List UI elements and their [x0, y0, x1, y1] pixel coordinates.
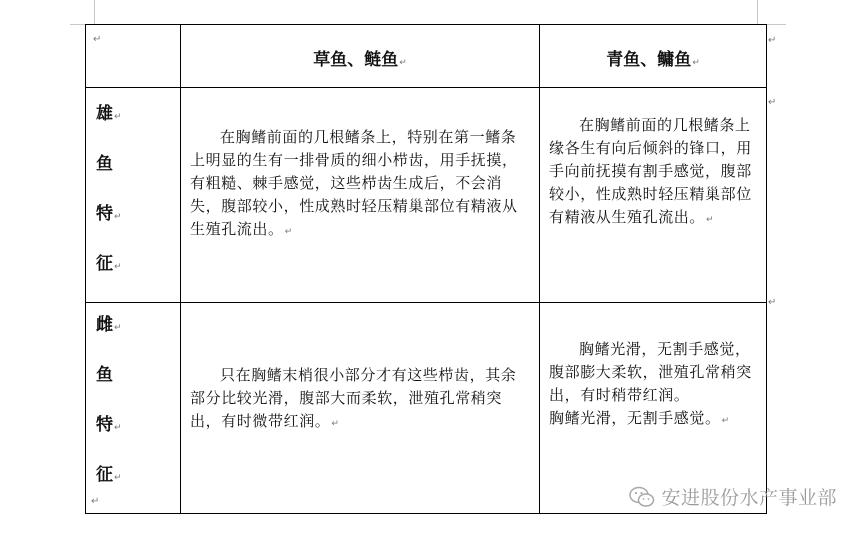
row-label-char: 特↵ — [96, 415, 122, 435]
row-label-char: 特↵ — [96, 204, 122, 224]
male-caoyu-cell[interactable]: 在胸鳍前面的几根鳍条上，特别在第一鳍条上明显的生有一排骨质的细小栉齿，用手抚摸，有粗糙、棘手感觉，这些栉齿生成后，不会消失，腹部较小，性成熟时轻压精巢部位有精液从生殖孔流出。↵ — [181, 88, 540, 303]
header-label: 草鱼、鲢鱼 — [313, 49, 399, 70]
female-qingyu-text: 胸鳍光滑，无割手感觉，腹部膨大柔软，泄殖孔常稍突出，有时稍带红润。 — [549, 340, 752, 404]
header-empty-cell[interactable] — [86, 25, 181, 88]
page-guide-right — [757, 0, 758, 24]
row-label-char: 征↵ — [96, 465, 122, 485]
paragraph-mark: ↵ — [91, 496, 100, 507]
table-row-female — [86, 303, 767, 514]
page-guide-left — [94, 0, 95, 24]
row-end-mark: ↵ — [768, 297, 777, 308]
row-label-char: 雌↵ — [96, 315, 122, 335]
row-label-char: 鱼 — [96, 154, 113, 174]
wechat-icon — [629, 486, 655, 508]
row-label-char: 鱼 — [96, 365, 113, 385]
watermark — [629, 483, 837, 510]
female-caoyu-cell[interactable]: 只在胸鳍末梢很小部分才有这些栉齿，其余部分比较光滑，腹部大而柔软，泄殖孔常稍突出，有时微带红润。↵ — [181, 303, 540, 514]
male-caoyu-text: 在胸鳍前面的几根鳍条上，特别在第一鳍条上明显的生有一排骨质的细小栉齿，用手抚摸，有粗糙、棘手感觉，这些栉齿生成后，不会消失，腹部较小，性成熟时轻压精巢部位有精液从生殖孔流出。 — [190, 128, 518, 238]
header-label: 青鱼、鳙鱼 — [606, 49, 692, 70]
row-label-male[interactable] — [86, 88, 181, 303]
male-qingyu-cell[interactable]: 在胸鳍前面的几根鳍条上缘各生有向后倾斜的锋口，用手向前抚摸有割手感觉，腹部较小，性成熟时轻压精巢部位有精液从生殖孔流出。↵ — [540, 88, 767, 303]
female-caoyu-text: 只在胸鳍末梢很小部分才有这些栉齿，其余部分比较光滑，腹部大而柔软，泄殖孔常稍突出，有时微带红润。 — [190, 366, 517, 430]
male-qingyu-text: 在胸鳍前面的几根鳍条上缘各生有向后倾斜的锋口，用手向前抚摸有割手感觉，腹部较小，性成熟时轻压精巢部位有精液从生殖孔流出。 — [549, 116, 752, 226]
female-qingyu-extra-text: 胸鳍光滑，无割手感觉。 — [549, 409, 721, 427]
row-label-char: 雄↵ — [96, 104, 122, 124]
comparison-table — [85, 24, 767, 514]
paragraph-mark: ↵ — [692, 57, 700, 68]
paragraph-mark: ↵ — [93, 34, 102, 45]
row-label-female[interactable] — [86, 303, 181, 514]
header-cell-qingyu-yongyu[interactable] — [540, 25, 767, 88]
watermark-text: 安进股份水产事业部 — [661, 487, 837, 509]
row-label-char: 征↵ — [96, 254, 122, 274]
row-end-mark: ↵ — [768, 97, 777, 108]
table-row-male — [86, 88, 767, 303]
female-qingyu-cell[interactable]: 胸鳍光滑，无割手感觉，腹部膨大柔软，泄殖孔常稍突出，有时稍带红润。 胸鳍光滑，无割手感觉。↵ — [540, 303, 767, 514]
paragraph-mark: ↵ — [399, 57, 407, 68]
table-header-row — [86, 25, 767, 88]
row-end-mark: ↵ — [768, 35, 777, 46]
header-cell-caoyu-lianyu[interactable] — [181, 25, 540, 88]
